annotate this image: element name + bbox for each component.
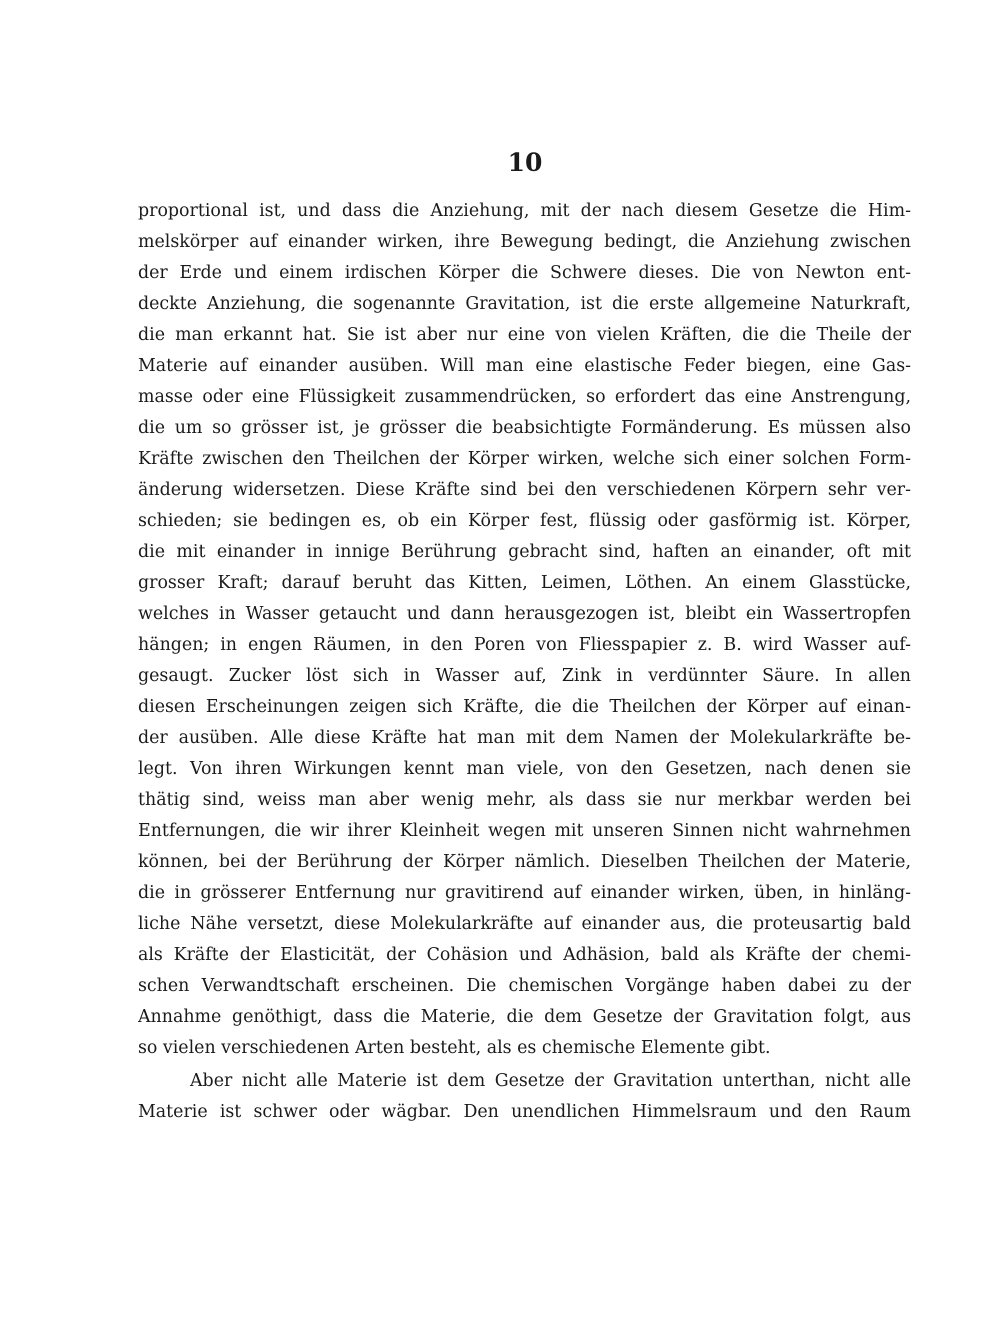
body-text (138, 196, 911, 1128)
text-line: melskörper auf einander wirken, ihre Bewegung bedingt, die Anziehung zwischen (138, 232, 911, 252)
paragraph-2 (138, 1066, 911, 1128)
text-line: gesaugt. Zucker löst sich in Wasser auf, Zink in verdünnter Säure. In allen (138, 666, 911, 686)
text-line: als Kräfte der Elasticität, der Cohäsion und Adhäsion, bald als Kräfte der chemi- (138, 945, 911, 965)
text-line: masse oder eine Flüssigkeit zusammendrücken, so erfordert das eine Anstrengung, (138, 387, 911, 407)
text-line: so vielen verschiedenen Arten besteht, als es chemische Elemente gibt. (138, 1038, 771, 1058)
text-line: Kräfte zwischen den Theilchen der Körper wirken, welche sich einer solchen Form- (138, 449, 911, 469)
text-line: die man erkannt hat. Sie ist aber nur eine von vielen Kräften, die die Theile der (138, 325, 911, 345)
page-number: 10 (507, 148, 543, 177)
text-line: Materie auf einander ausüben. Will man eine elastische Feder biegen, eine Gas- (138, 356, 911, 376)
text-line: schen Verwandtschaft erscheinen. Die chemischen Vorgänge haben dabei zu der (138, 976, 911, 996)
text-line: Aber nicht alle Materie ist dem Gesetze der Gravitation unterthan, nicht alle (190, 1071, 911, 1091)
text-line: der Erde und einem irdischen Körper die Schwere dieses. Die von Newton ent- (138, 263, 911, 283)
text-line: die mit einander in innige Berührung gebracht sind, haften an einander, oft mit (138, 542, 911, 562)
text-line: Entfernungen, die wir ihrer Kleinheit wegen mit unseren Sinnen nicht wahrnehmen (138, 821, 911, 841)
text-line: schieden; sie bedingen es, ob ein Körper fest, flüssig oder gasförmig ist. Körper, (138, 511, 911, 531)
text-line: die um so grösser ist, je grösser die beabsichtigte Formänderung. Es müssen also (138, 418, 911, 438)
text-line: Annahme genöthigt, dass die Materie, die dem Gesetze der Gravitation folgt, aus (138, 1007, 911, 1027)
text-line: deckte Anziehung, die sogenannte Gravitation, ist die erste allgemeine Naturkraft, (138, 294, 911, 314)
text-line: die in grösserer Entfernung nur gravitirend auf einander wirken, üben, in hinläng- (138, 883, 911, 903)
text-line: diesen Erscheinungen zeigen sich Kräfte, die die Theilchen der Körper auf einan- (138, 697, 911, 717)
text-line: können, bei der Berührung der Körper nämlich. Dieselben Theilchen der Materie, (138, 852, 911, 872)
text-line: welches in Wasser getaucht und dann herausgezogen ist, bleibt ein Wassertropfen (138, 604, 911, 624)
text-line: proportional ist, und dass die Anziehung, mit der nach diesem Gesetze die Him- (138, 201, 911, 221)
text-line: grosser Kraft; darauf beruht das Kitten, Leimen, Löthen. An einem Glasstücke, (138, 573, 911, 593)
text-line: legt. Von ihren Wirkungen kennt man viele, von den Gesetzen, nach denen sie (138, 759, 911, 779)
text-line: Materie ist schwer oder wägbar. Den unendlichen Himmelsraum und den Raum (138, 1102, 911, 1122)
text-line: liche Nähe versetzt, diese Molekularkräfte auf einander aus, die proteusartig bald (138, 914, 911, 934)
paragraph-1 (138, 196, 911, 1064)
text-line: thätig sind, weiss man aber wenig mehr, als dass sie nur merkbar werden bei (138, 790, 911, 810)
text-line: änderung widersetzen. Diese Kräfte sind bei den verschiedenen Körpern sehr ver- (138, 480, 911, 500)
text-line: hängen; in engen Räumen, in den Poren von Fliesspapier z. B. wird Wasser auf- (138, 635, 911, 655)
text-line: der ausüben. Alle diese Kräfte hat man mit dem Namen der Molekularkräfte be- (138, 728, 911, 748)
